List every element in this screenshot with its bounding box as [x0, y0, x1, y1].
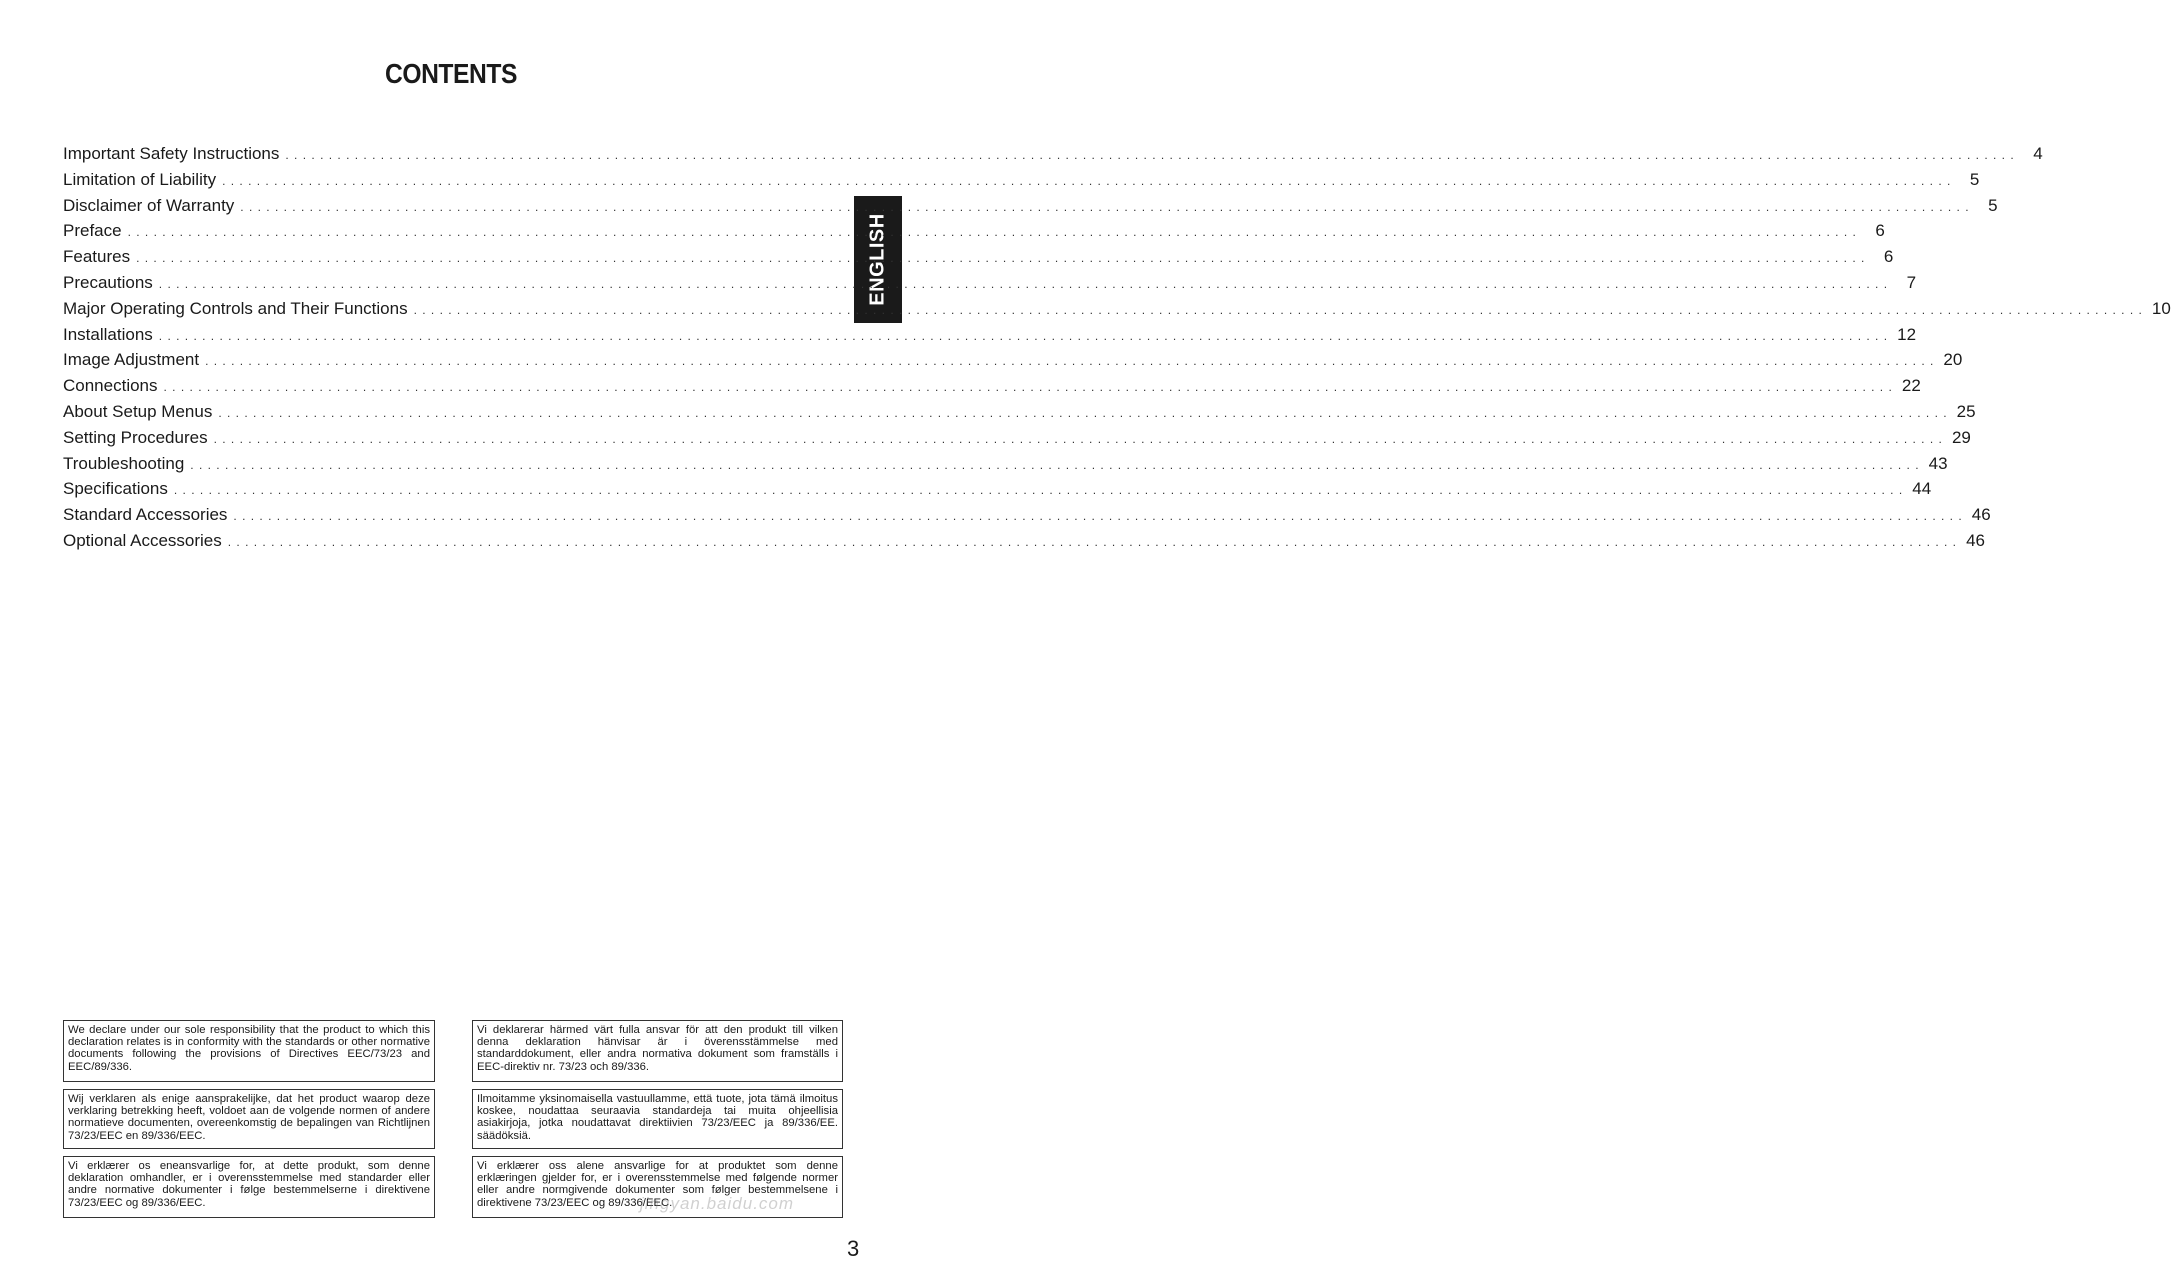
toc-entry	[63, 528, 1986, 554]
toc-entry-page: 29	[1951, 427, 1971, 447]
declaration-danish: Vi erklærer os eneansvarlige for, at dette produkt, som denne deklaration omhandler, er i overensstemmelse med standarder eller andre normative dokumenter i følge bestemmelserne i direktivene 73/23/EEC og 89/336/EEC.	[63, 1156, 435, 1218]
toc-entry-label: Precautions	[63, 272, 153, 292]
toc-entry	[63, 141, 2043, 167]
page-number: 3	[847, 1236, 860, 1261]
toc-entry-page: 22	[1901, 376, 1921, 396]
toc-dot-leader: . . . . . . . . . . . . . . . . . . . . . . . . . . . . . . . . . . . . . . . . . . . . . . . . . . . . . . . . . . . . . . . . . . . . . . . . . . . . . . . . . . . . . . . . . . . . . . . . . . . . . . . . . . . . . . . . . . . . . . . . . . . . . . . . . . . . . . . . . . . . . . . . . . . . . . . . . . . . . . . . . . . . . . . . . . . . . . . . . . . . . . . . . . . . . . . . . . . . . . . .	[222, 173, 1952, 188]
toc-entry	[63, 244, 1894, 270]
toc-dot-leader: . . . . . . . . . . . . . . . . . . . . . . . . . . . . . . . . . . . . . . . . . . . . . . . . . . . . . . . . . . . . . . . . . . . . . . . . . . . . . . . . . . . . . . . . . . . . . . . . . . . . . . . . . . . . . . . . . . . . . . . . . . . . . . . . . . . . . . . . . . . . . . . . . . . . . . . . . . . . . . . . . . . . . . . . . . . . . . . . . . . . . . . . . . . . . . . . . . . . . . . .	[227, 534, 1958, 549]
toc-dot-leader: . . . . . . . . . . . . . . . . . . . . . . . . . . . . . . . . . . . . . . . . . . . . . . . . . . . . . . . . . . . . . . . . . . . . . . . . . . . . . . . . . . . . . . . . . . . . . . . . . . . . . . . . . . . . . . . . . . . . . . . . . . . . . . . . . . . . . . . . . . . . . . . . . . . . . . . . . . . . . . . . . . . . . . . . . . . . . . . . . . . . . . . . . . . . . . . . . . . . . . . .	[218, 405, 1948, 420]
toc-entry-page: 5	[1969, 169, 1980, 189]
toc-entry-label: Image Adjustment	[63, 350, 200, 370]
toc-dot-leader: . . . . . . . . . . . . . . . . . . . . . . . . . . . . . . . . . . . . . . . . . . . . . . . . . . . . . . . . . . . . . . . . . . . . . . . . . . . . . . . . . . . . . . . . . . . . . . . . . . . . . . . . . . . . . . . . . . . . . . . . . . . . . . . . . . . . . . . . . . . . . . . . . . . . . . . . . . . . . . . . . . . . . . . . . . . . . . . . . . . . . . . . . . . . . . . . . . . . . . . .	[413, 302, 2143, 317]
toc-dot-leader: . . . . . . . . . . . . . . . . . . . . . . . . . . . . . . . . . . . . . . . . . . . . . . . . . . . . . . . . . . . . . . . . . . . . . . . . . . . . . . . . . . . . . . . . . . . . . . . . . . . . . . . . . . . . . . . . . . . . . . . . . . . . . . . . . . . . . . . . . . . . . . . . . . . . . . . . . . . . . . . . . . . . . . . . . . . . . . . . . . . . . . . . . . . . . . . . . . . . . . . .	[190, 457, 1920, 472]
toc-entry-label: Features	[63, 247, 131, 267]
toc-entry-label: Installations	[63, 324, 153, 344]
toc-entry-page: 12	[1897, 324, 1917, 344]
toc-entry	[63, 218, 1885, 244]
toc-entry	[63, 502, 1991, 528]
toc-entry-label: Preface	[63, 221, 122, 241]
toc-dot-leader: . . . . . . . . . . . . . . . . . . . . . . . . . . . . . . . . . . . . . . . . . . . . . . . . . . . . . . . . . . . . . . . . . . . . . . . . . . . . . . . . . . . . . . . . . . . . . . . . . . . . . . . . . . . . . . . . . . . . . . . . . . . . . . . . . . . . . . . . . . . . . . . . . . . . . . . . . . . . . . . . . . . . . . . . . . . . . . . . . . . . . . . . . . . . . . . . . . . . . . . .	[213, 431, 1943, 446]
toc-entry-label: Standard Accessories	[63, 505, 228, 525]
toc-entry	[63, 347, 1963, 373]
toc-entry	[63, 296, 2171, 322]
toc-dot-leader: . . . . . . . . . . . . . . . . . . . . . . . . . . . . . . . . . . . . . . . . . . . . . . . . . . . . . . . . . . . . . . . . . . . . . . . . . . . . . . . . . . . . . . . . . . . . . . . . . . . . . . . . . . . . . . . . . . . . . . . . . . . . . . . . . . . . . . . . . . . . . . . . . . . . . . . . . . . . . . . . . . . . . . . . . . . . . . . . . . . . . . . . . . . . . . . . . . . . . . . .	[158, 276, 1889, 291]
toc-dot-leader: . . . . . . . . . . . . . . . . . . . . . . . . . . . . . . . . . . . . . . . . . . . . . . . . . . . . . . . . . . . . . . . . . . . . . . . . . . . . . . . . . . . . . . . . . . . . . . . . . . . . . . . . . . . . . . . . . . . . . . . . . . . . . . . . . . . . . . . . . . . . . . . . . . . . . . . . . . . . . . . . . . . . . . . . . . . . . . . . . . . . . . . . . . . . . . . . . . . . . . . .	[285, 148, 2015, 162]
toc-entry	[63, 476, 1932, 502]
toc-dot-leader: . . . . . . . . . . . . . . . . . . . . . . . . . . . . . . . . . . . . . . . . . . . . . . . . . . . . . . . . . . . . . . . . . . . . . . . . . . . . . . . . . . . . . . . . . . . . . . . . . . . . . . . . . . . . . . . . . . . . . . . . . . . . . . . . . . . . . . . . . . . . . . . . . . . . . . . . . . . . . . . . . . . . . . . . . . . . . . . . . . . . . . . . . . . . . . . . . . . . . . . .	[233, 509, 1963, 524]
toc-entry-label: Disclaimer of Warranty	[63, 195, 235, 215]
toc-entry-page: 4	[2033, 144, 2043, 163]
toc-entry-label: Optional Accessories	[63, 530, 222, 550]
toc-dot-leader: . . . . . . . . . . . . . . . . . . . . . . . . . . . . . . . . . . . . . . . . . . . . . . . . . . . . . . . . . . . . . . . . . . . . . . . . . . . . . . . . . . . . . . . . . . . . . . . . . . . . . . . . . . . . . . . . . . . . . . . . . . . . . . . . . . . . . . . . . . . . . . . . . . . . . . . . . . . . . . . . . . . . . . . . . . . . . . . . . . . . . . . . . . . . . . . . . . . . . . . .	[136, 251, 1866, 266]
toc-entry-page: 44	[1912, 479, 1932, 499]
toc-entry	[63, 451, 1948, 477]
toc-entry-page: 10	[2151, 298, 2171, 318]
toc-dot-leader: . . . . . . . . . . . . . . . . . . . . . . . . . . . . . . . . . . . . . . . . . . . . . . . . . . . . . . . . . . . . . . . . . . . . . . . . . . . . . . . . . . . . . . . . . . . . . . . . . . . . . . . . . . . . . . . . . . . . . . . . . . . . . . . . . . . . . . . . . . . . . . . . . . . . . . . . . . . . . . . . . . . . . . . . . . . . . . . . . . . . . . . . . . . . . . . . . . . . . . . .	[205, 354, 1935, 369]
toc-entry-page: 43	[1928, 453, 1948, 473]
toc-dot-leader: . . . . . . . . . . . . . . . . . . . . . . . . . . . . . . . . . . . . . . . . . . . . . . . . . . . . . . . . . . . . . . . . . . . . . . . . . . . . . . . . . . . . . . . . . . . . . . . . . . . . . . . . . . . . . . . . . . . . . . . . . . . . . . . . . . . . . . . . . . . . . . . . . . . . . . . . . . . . . . . . . . . . . . . . . . . . . . . . . . . . . . . . . . . . . . . . . . . . . . . .	[127, 225, 1857, 240]
toc-entry-page: 25	[1956, 401, 1976, 421]
toc-entry-label: Setting Procedures	[63, 427, 208, 447]
toc-entry-page: 6	[1875, 221, 1885, 241]
toc-dot-leader: . . . . . . . . . . . . . . . . . . . . . . . . . . . . . . . . . . . . . . . . . . . . . . . . . . . . . . . . . . . . . . . . . . . . . . . . . . . . . . . . . . . . . . . . . . . . . . . . . . . . . . . . . . . . . . . . . . . . . . . . . . . . . . . . . . . . . . . . . . . . . . . . . . . . . . . . . . . . . . . . . . . . . . . . . . . . . . . . . . . . . . . . . . . . . . . . . . . . . . . .	[163, 380, 1893, 395]
toc-entry-page: 7	[1906, 272, 1917, 292]
declaration-dutch: Wij verklaren als enige aansprakelijke, dat het product waarop deze verklaring betrekking heeft, voldoet aan de volgende normen of andere normatieve documenten, overeenkomstig de bepalingen van Richtlijnen 73/23/EEC en 89/336/EEC.	[63, 1089, 435, 1149]
toc-entry-label: Troubleshooting	[63, 453, 185, 473]
toc-entry-label: Major Operating Controls and Their Functions	[63, 298, 408, 318]
toc-entry	[63, 373, 1921, 399]
toc-entry-label: About Setup Menus	[63, 401, 213, 421]
page-title: CONTENTS	[385, 58, 517, 89]
declaration-finnish: Ilmoitamme yksinomaisella vastuullamme, että tuote, jota tämä ilmoitus koskee, noudattaa seuraavia standardeja tai muita ohjeellisia asiakirjoja, jotka noudattavat direktiivien 73/23/EEC ja 89/336/EE. säädöksiä.	[472, 1089, 843, 1149]
toc-entry-label: Limitation of Liability	[63, 169, 217, 189]
toc-entry-label: Connections	[63, 376, 158, 396]
declaration-swedish: Vi deklarerar härmed värt fulla ansvar för att den produkt till vilken denna deklaration hänvisar är i överensstämmelse med standarddokument, eller andra normativa dokument som framställs i EEC-direktiv nr. 73/23 och 89/336.	[472, 1020, 843, 1082]
declaration-norwegian: Vi erklærer oss alene ansvarlige for at produktet som denne erklæringen gjelder for, er i overensstemmelse med følgende normer eller andre normgivende dokumenter som følger bestemmelsene i direktivene 73/23/EEC og 89/336/EEC.	[472, 1156, 843, 1218]
language-tab-label: ENGLISH	[866, 213, 889, 306]
toc-entry-label: Specifications	[63, 479, 168, 499]
toc-entry-page: 46	[1966, 530, 1986, 550]
toc-entry	[63, 322, 1917, 348]
watermark: jingyan.baidu.com	[640, 1194, 795, 1213]
toc-entry	[63, 270, 1917, 296]
toc-entry	[63, 399, 1976, 425]
toc-entry	[63, 193, 1998, 219]
toc-entry-page: 6	[1883, 247, 1894, 267]
toc-entry	[63, 425, 1971, 451]
toc-entry-label: Important Safety Instructions	[63, 144, 280, 163]
toc-dot-leader: . . . . . . . . . . . . . . . . . . . . . . . . . . . . . . . . . . . . . . . . . . . . . . . . . . . . . . . . . . . . . . . . . . . . . . . . . . . . . . . . . . . . . . . . . . . . . . . . . . . . . . . . . . . . . . . . . . . . . . . . . . . . . . . . . . . . . . . . . . . . . . . . . . . . . . . . . . . . . . . . . . . . . . . . . . . . . . . . . . . . . . . . . . . . . . . . . . . . . . . .	[158, 328, 1889, 343]
declaration-english: We declare under our sole responsibility that the product to which this declaration relates is in conformity with the standards or other normative documents following the provisions of Directives EEC/73/23 and EEC/89/336.	[63, 1020, 435, 1082]
toc-dot-leader: . . . . . . . . . . . . . . . . . . . . . . . . . . . . . . . . . . . . . . . . . . . . . . . . . . . . . . . . . . . . . . . . . . . . . . . . . . . . . . . . . . . . . . . . . . . . . . . . . . . . . . . . . . . . . . . . . . . . . . . . . . . . . . . . . . . . . . . . . . . . . . . . . . . . . . . . . . . . . . . . . . . . . . . . . . . . . . . . . . . . . . . . . . . . . . . . . . . . . . . .	[173, 483, 1904, 498]
toc-entry-page: 20	[1943, 350, 1963, 370]
toc-entry	[63, 167, 1980, 193]
toc-dot-leader: . . . . . . . . . . . . . . . . . . . . . . . . . . . . . . . . . . . . . . . . . . . . . . . . . . . . . . . . . . . . . . . . . . . . . . . . . . . . . . . . . . . . . . . . . . . . . . . . . . . . . . . . . . . . . . . . . . . . . . . . . . . . . . . . . . . . . . . . . . . . . . . . . . . . . . . . . . . . . . . . . . . . . . . . . . . . . . . . . . . . . . . . . . . . . . . . . . . . . . . .	[240, 199, 1970, 214]
toc-entry-page: 46	[1971, 505, 1991, 525]
toc-entry-page: 5	[1988, 195, 1998, 215]
